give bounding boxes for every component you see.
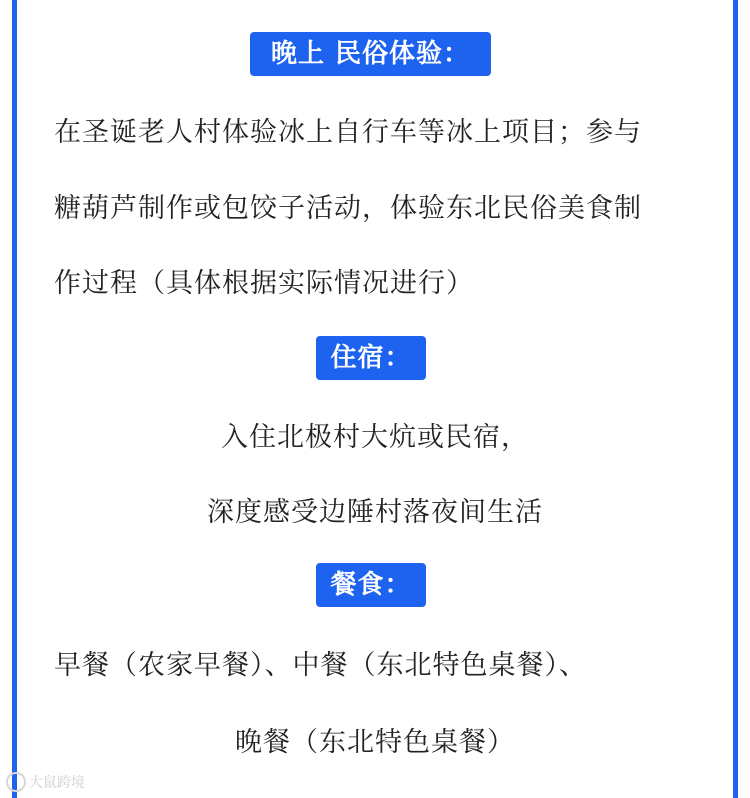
evening-line-2: 糖葫芦制作或包饺子活动，体验东北民俗美食制 [54,193,642,224]
section-heading-meals: 餐食： [316,563,426,607]
lodging-line-2: 深度感受边陲村落夜间生活 [207,497,543,528]
evening-line-3: 作过程（具体根据实际情况进行） [54,268,474,299]
watermark [6,772,85,792]
lodging-line-1: 入住北极村大炕或民宿， [221,422,529,453]
section-heading-evening: 晚上 民俗体验： [250,32,491,76]
meals-line-1: 早餐（农家早餐）、中餐（东北特色桌餐）、 [54,650,587,681]
meals-line-2: 晚餐（东北特色桌餐） [235,727,515,758]
right-border-decoration [733,0,738,798]
watermark-logo-icon [6,772,26,792]
evening-line-1: 在圣诞老人村体验冰上自行车等冰上项目；参与 [54,117,642,148]
left-border-decoration [12,0,17,798]
section-heading-lodging: 住宿： [316,336,426,380]
watermark-text: 大鼠跨境 [29,775,85,791]
